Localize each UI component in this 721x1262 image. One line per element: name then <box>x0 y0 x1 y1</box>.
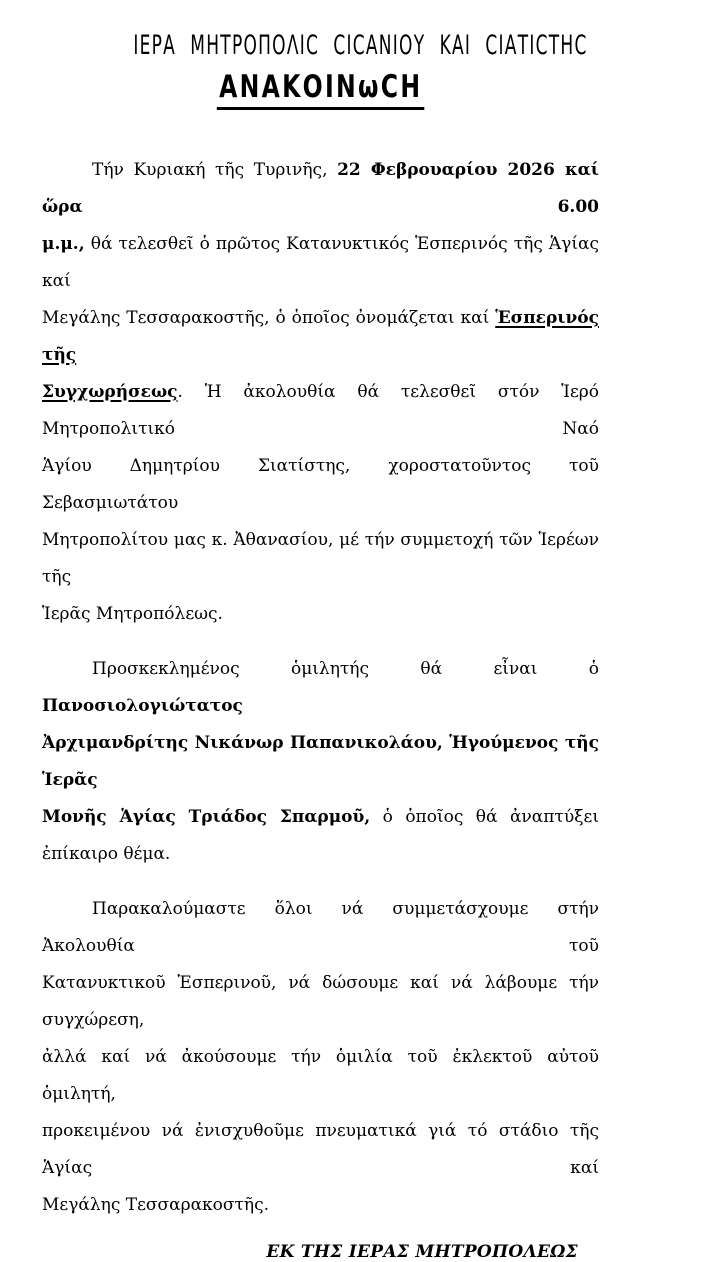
text-line <box>42 799 599 873</box>
body-paragraph <box>42 152 599 633</box>
text-line <box>42 651 599 725</box>
text-line <box>42 1039 599 1113</box>
text-line <box>42 891 599 965</box>
announcement-heading <box>0 68 641 110</box>
text-run: ἀλλά καί νά ἀκούσουμε τήν ὁμιλία τοῦ ἐκλεκτοῦ αὐτοῦ ὁμιλητή, <box>42 1047 599 1104</box>
text-line <box>42 522 599 596</box>
text-run: Μονῆς Ἁγίας Τριάδος Σπαρμοῦ, <box>42 807 371 827</box>
body-paragraph <box>42 891 599 1224</box>
text-line <box>42 725 599 799</box>
metropolis-title-text: ΙΕΡΑ ΜΗΤΡΟΠΟΛΙC CΙCΑΝΙΟΥ ΚΑΙ CΙΑΤΙCΤΗC <box>133 30 588 61</box>
text-run: Προσκεκλημένος ὁμιλητής θά εἶναι ὁ <box>92 659 599 679</box>
text-run: Παρακαλούμαστε ὅλοι νά συμμετάσχουμε στήν Ἀκολουθία τοῦ <box>42 899 599 956</box>
text-run: Ἁγίου Δημητρίου Σιατίστης, χοροστατοῦντος τοῦ Σεβασμιωτάτου <box>42 456 599 513</box>
document-header <box>0 0 641 110</box>
text-line <box>42 374 599 448</box>
text-line <box>42 300 599 374</box>
text-run: Μεγάλης Τεσσαρακοστῆς. <box>42 1195 270 1215</box>
text-run: Πανοσιολογιώτατος <box>42 696 243 716</box>
text-run: Τήν Κυριακή τῆς Τυρινῆς, <box>92 160 338 180</box>
text-run: προκειμένου νά ἐνισχυθοῦμε πνευματικά γιά τό στάδιο τῆς Ἁγίας καί <box>42 1121 599 1178</box>
text-run: Μητροπολίτου μας κ. Ἀθανασίου, μέ τήν συμμετοχή τῶν Ἱερέων τῆς <box>42 530 599 587</box>
text-line <box>42 1187 599 1224</box>
text-run: Συγχωρήσεως <box>42 382 178 402</box>
text-line <box>42 448 599 522</box>
text-run: μ.μ., <box>42 234 85 254</box>
announcement-heading-text: ΑΝΑΚΟΙΝωCΗ <box>217 68 425 110</box>
text-run: 22 Φεβρουαρίου 2026 καί ὥρα 6.00 <box>42 160 599 217</box>
text-run: ὁ ὁποῖος θά ἀναπτύξει ἐπίκαιρο θέμα. <box>42 807 599 864</box>
text-run: Μεγάλης Τεσσαρακοστῆς, ὁ ὁποῖος ὀνομάζεται καί <box>42 308 496 328</box>
text-run: Ἑσπερινός τῆς <box>42 308 599 365</box>
text-run: Ἀρχιμανδρίτης Νικάνωρ Παπανικολάου, Ἡγούμενος τῆς Ἱερᾶς <box>42 733 599 790</box>
text-line <box>42 596 599 633</box>
text-line <box>42 226 599 300</box>
body-paragraph <box>42 651 599 873</box>
text-run: Κατανυκτικοῦ Ἑσπερινοῦ, νά δώσουμε καί νά λάβουμε τήν συγχώρεση, <box>42 973 599 1030</box>
signature-line: ΕΚ ΤΗΣ ΙΕΡΑΣ ΜΗΤΡΟΠΟΛΕΩΣ <box>266 1242 578 1262</box>
text-line <box>42 152 599 226</box>
text-run: θά τελεσθεῖ ὁ πρῶτος Κατανυκτικός Ἑσπερινός τῆς Ἁγίας καί <box>42 234 599 291</box>
text-run: Ἱερᾶς Μητροπόλεως. <box>42 604 223 624</box>
text-line <box>42 1113 599 1187</box>
text-run: . Ἡ ἀκολουθία θά τελεσθεῖ στόν Ἱερό Μητροπολιτικό Ναό <box>42 382 599 439</box>
document-body <box>42 152 599 1224</box>
metropolis-title <box>0 30 641 62</box>
text-line <box>42 965 599 1039</box>
